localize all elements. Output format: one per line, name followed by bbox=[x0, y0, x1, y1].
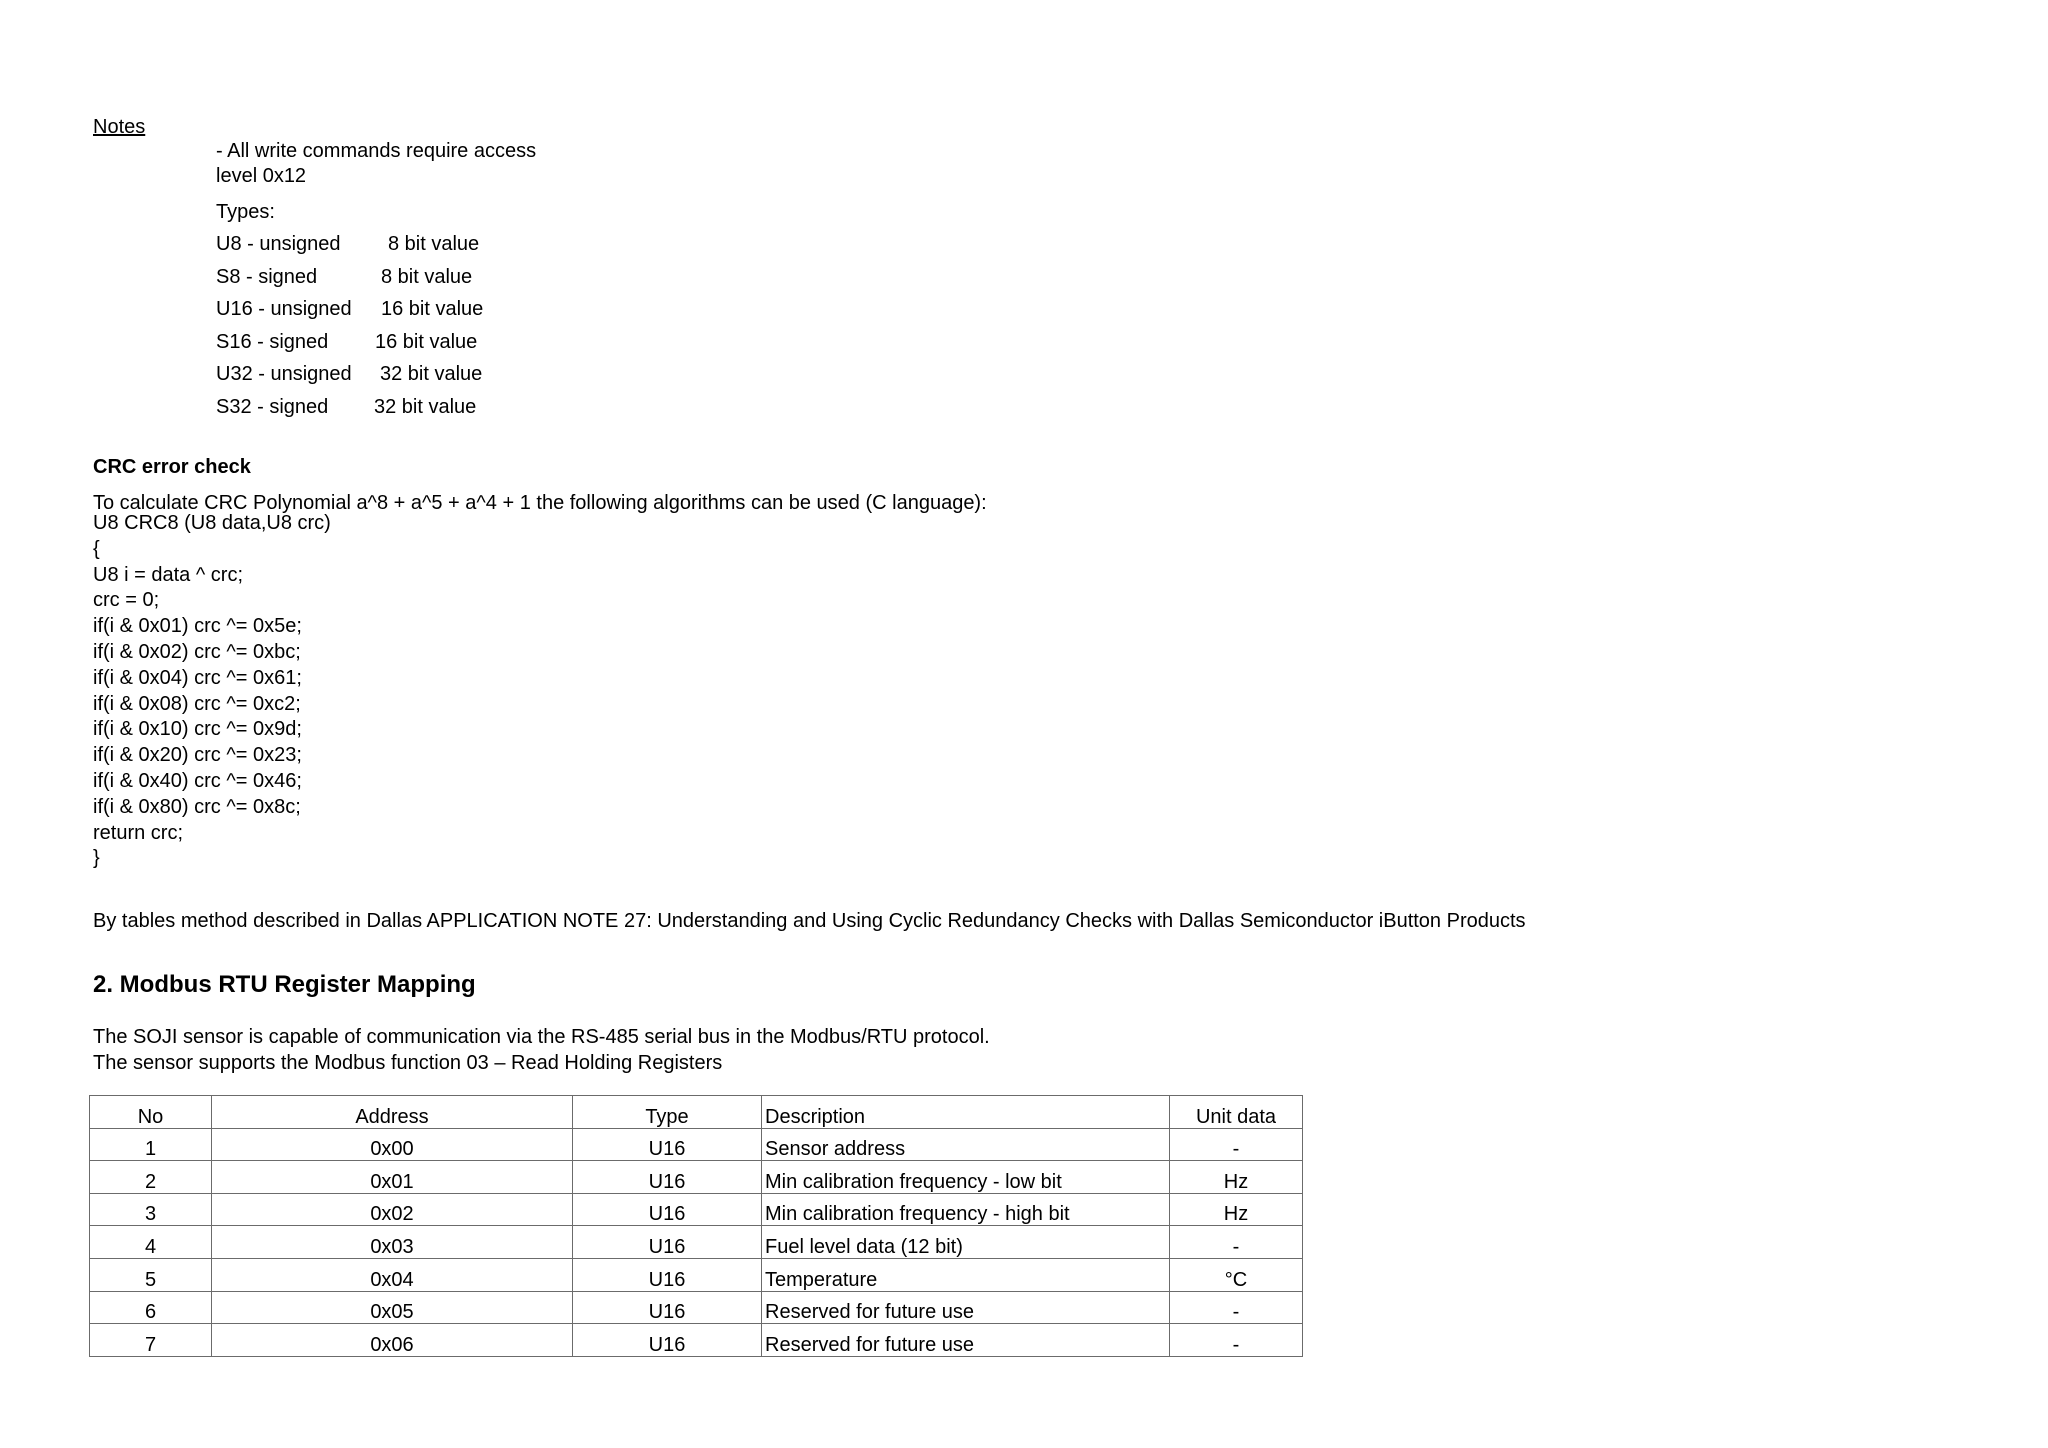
type-row bbox=[216, 326, 536, 359]
crc-intro: To calculate CRC Polynomial a^8 + a^5 + a^4 + 1 the following algorithms can be used (C language): bbox=[93, 492, 987, 514]
type-row bbox=[216, 358, 536, 391]
code-line: if(i & 0x02) crc ^= 0xbc; bbox=[93, 640, 301, 663]
column-header-no: No bbox=[90, 1096, 212, 1129]
cell-type: U16 bbox=[573, 1324, 762, 1357]
table-row bbox=[90, 1258, 1303, 1291]
type-name: U8 - unsigned bbox=[216, 233, 341, 255]
modbus-desc-line: The sensor supports the Modbus function 03 – Read Holding Registers bbox=[93, 1052, 723, 1074]
type-value: 32 bit value bbox=[380, 363, 483, 386]
cell-type: U16 bbox=[573, 1128, 762, 1161]
cell-unit: - bbox=[1170, 1128, 1303, 1161]
section-title: 2. Modbus RTU Register Mapping bbox=[93, 971, 476, 998]
code-line: U8 i = data ^ crc; bbox=[93, 563, 243, 586]
cell-type: U16 bbox=[573, 1161, 762, 1194]
cell-unit: - bbox=[1170, 1291, 1303, 1324]
cell-address: 0x00 bbox=[212, 1128, 573, 1161]
cell-address: 0x01 bbox=[212, 1161, 573, 1194]
code-line: U8 CRC8 (U8 data,U8 crc) bbox=[93, 512, 331, 534]
type-row bbox=[216, 391, 536, 424]
notes-line: level 0x12 bbox=[216, 165, 307, 187]
type-name: S16 - signed bbox=[216, 330, 329, 353]
code-line: crc = 0; bbox=[93, 589, 160, 612]
type-value: 16 bit value bbox=[375, 330, 478, 353]
code-line: if(i & 0x08) crc ^= 0xc2; bbox=[93, 692, 301, 715]
crc-code-block bbox=[93, 511, 331, 872]
type-name: S8 - signed bbox=[216, 265, 318, 288]
notes-line: - All write commands require access bbox=[216, 140, 537, 162]
cell-type: U16 bbox=[573, 1226, 762, 1259]
code-line: if(i & 0x20) crc ^= 0x23; bbox=[93, 744, 302, 767]
table-header-row bbox=[90, 1096, 1303, 1129]
notes-block bbox=[216, 139, 536, 424]
table-row bbox=[90, 1161, 1303, 1194]
modbus-desc-line: The SOJI sensor is capable of communication via the RS-485 serial bus in the Modbus/RTU protocol. bbox=[93, 1026, 990, 1048]
cell-type: U16 bbox=[573, 1258, 762, 1291]
type-name: U32 - unsigned bbox=[216, 363, 352, 386]
type-name: U16 - unsigned bbox=[216, 298, 352, 321]
type-value: 8 bit value bbox=[388, 233, 480, 255]
cell-address: 0x06 bbox=[212, 1324, 573, 1357]
table-row bbox=[90, 1226, 1303, 1259]
table-row bbox=[90, 1128, 1303, 1161]
modbus-description bbox=[93, 1024, 990, 1076]
notes-heading: Notes bbox=[93, 116, 146, 138]
code-line: if(i & 0x80) crc ^= 0x8c; bbox=[93, 795, 301, 818]
column-header-unit: Unit data bbox=[1170, 1096, 1303, 1129]
cell-unit: - bbox=[1170, 1324, 1303, 1357]
cell-address: 0x05 bbox=[212, 1291, 573, 1324]
cell-no: 3 bbox=[90, 1193, 212, 1226]
cell-address: 0x04 bbox=[212, 1258, 573, 1291]
crc-heading: CRC error check bbox=[93, 456, 251, 478]
code-line: { bbox=[93, 537, 100, 560]
register-table bbox=[89, 1095, 1303, 1357]
cell-unit: Hz bbox=[1170, 1161, 1303, 1194]
types-label: Types: bbox=[216, 201, 275, 223]
cell-description: Temperature bbox=[762, 1258, 1170, 1291]
table-row bbox=[90, 1324, 1303, 1357]
cell-no: 5 bbox=[90, 1258, 212, 1291]
cell-address: 0x03 bbox=[212, 1226, 573, 1259]
cell-unit: Hz bbox=[1170, 1193, 1303, 1226]
cell-no: 1 bbox=[90, 1128, 212, 1161]
code-line: if(i & 0x01) crc ^= 0x5e; bbox=[93, 615, 302, 638]
cell-description: Min calibration frequency - low bit bbox=[762, 1161, 1170, 1194]
type-value: 32 bit value bbox=[374, 395, 477, 418]
type-row bbox=[216, 261, 536, 294]
type-row bbox=[216, 228, 536, 261]
type-value: 16 bit value bbox=[381, 298, 484, 321]
table-row bbox=[90, 1291, 1303, 1324]
cell-no: 7 bbox=[90, 1324, 212, 1357]
type-row bbox=[216, 293, 536, 326]
type-name: S32 - signed bbox=[216, 395, 329, 418]
cell-unit: °C bbox=[1170, 1258, 1303, 1291]
column-header-description: Description bbox=[762, 1096, 1170, 1129]
cell-description: Reserved for future use bbox=[762, 1291, 1170, 1324]
dallas-tables-note: By tables method described in Dallas APPLICATION NOTE 27: Understanding and Using Cyclic Redundancy Checks with Dallas Semiconductor iButton Products bbox=[93, 910, 1526, 932]
table-row bbox=[90, 1193, 1303, 1226]
cell-description: Sensor address bbox=[762, 1128, 1170, 1161]
cell-no: 6 bbox=[90, 1291, 212, 1324]
type-value: 8 bit value bbox=[381, 265, 473, 288]
cell-description: Fuel level data (12 bit) bbox=[762, 1226, 1170, 1259]
code-line: } bbox=[93, 847, 100, 870]
cell-address: 0x02 bbox=[212, 1193, 573, 1226]
code-line: if(i & 0x10) crc ^= 0x9d; bbox=[93, 718, 302, 741]
code-line: if(i & 0x40) crc ^= 0x46; bbox=[93, 769, 302, 792]
cell-description: Min calibration frequency - high bit bbox=[762, 1193, 1170, 1226]
cell-no: 4 bbox=[90, 1226, 212, 1259]
cell-no: 2 bbox=[90, 1161, 212, 1194]
cell-type: U16 bbox=[573, 1291, 762, 1324]
cell-type: U16 bbox=[573, 1193, 762, 1226]
column-header-address: Address bbox=[212, 1096, 573, 1129]
code-line: return crc; bbox=[93, 821, 184, 844]
column-header-type: Type bbox=[573, 1096, 762, 1129]
cell-description: Reserved for future use bbox=[762, 1324, 1170, 1357]
code-line: if(i & 0x04) crc ^= 0x61; bbox=[93, 666, 302, 689]
cell-unit: - bbox=[1170, 1226, 1303, 1259]
